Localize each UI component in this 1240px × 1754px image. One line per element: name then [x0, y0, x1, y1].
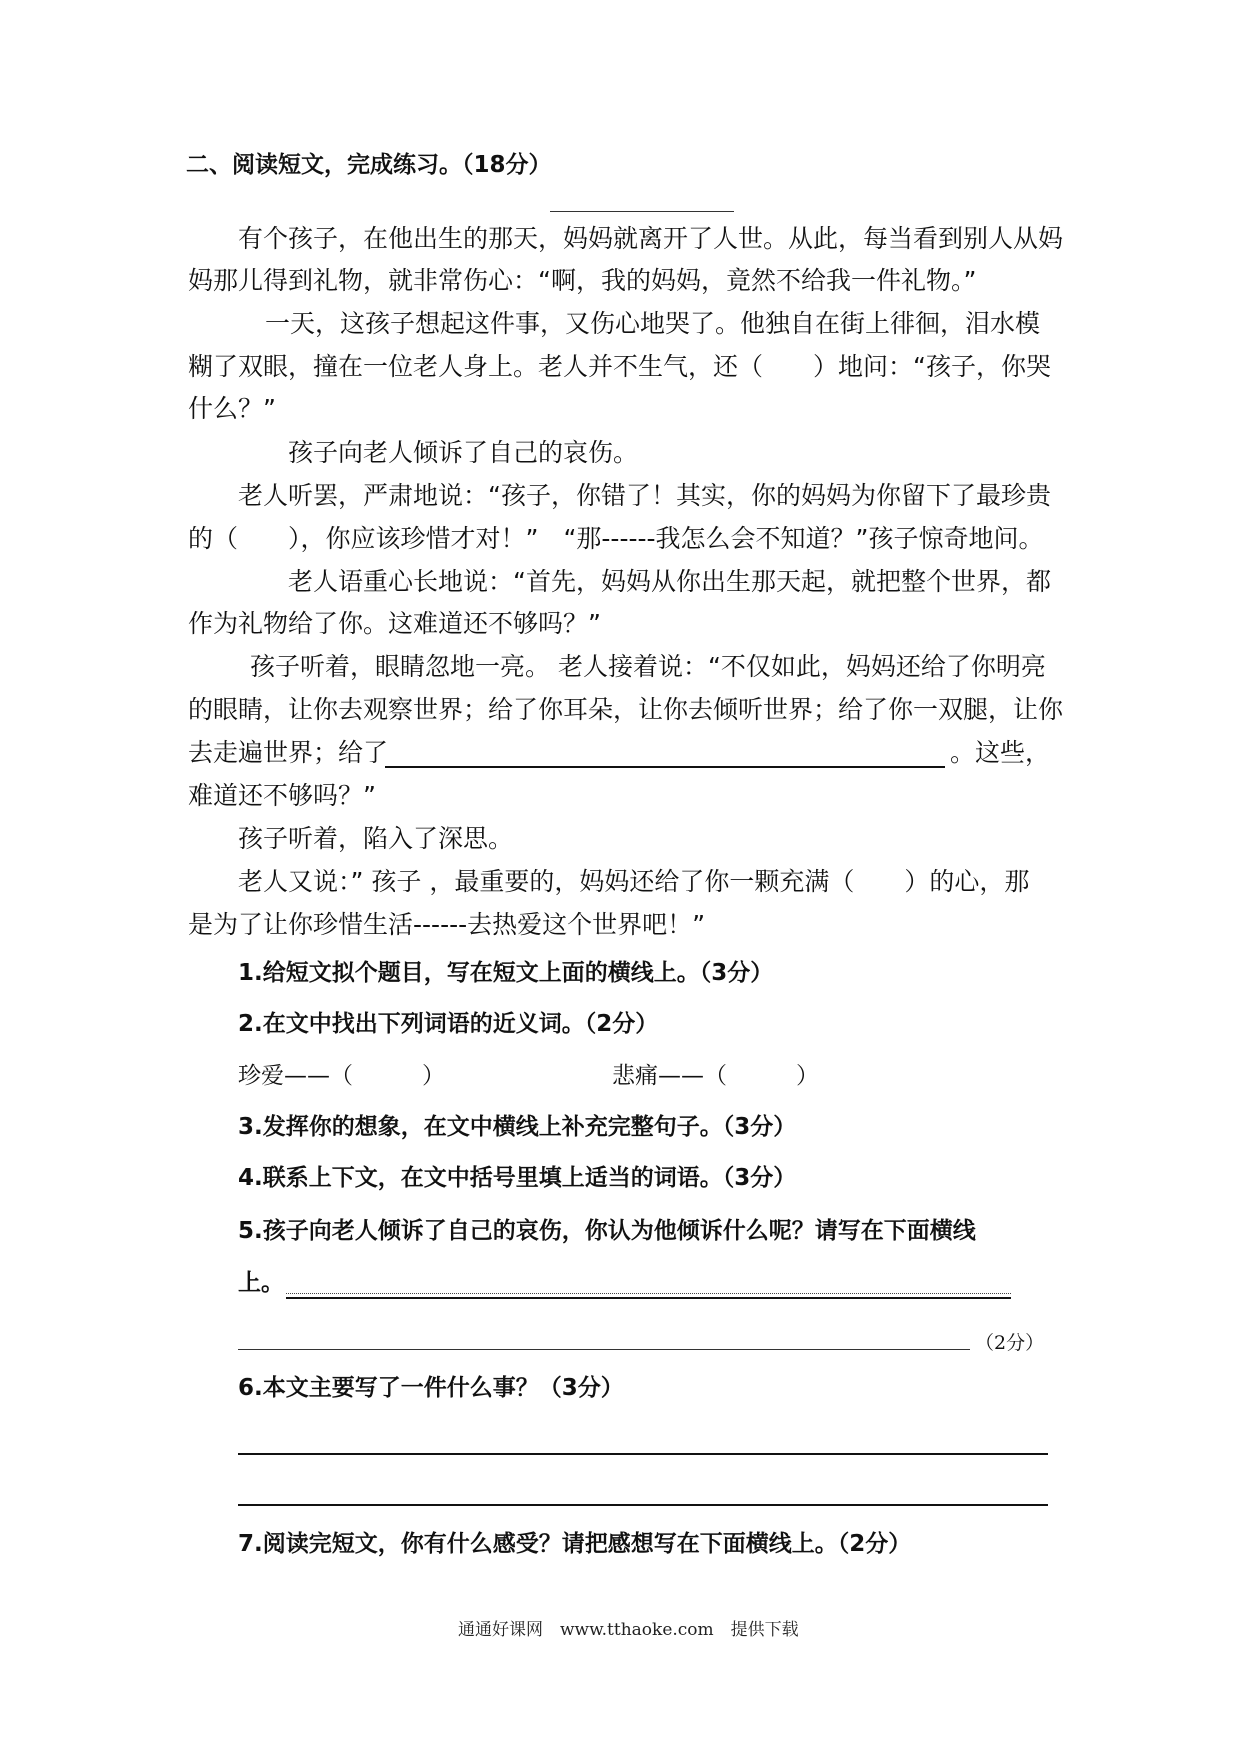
question-3: 3.发挥你的想象，在文中横线上补充完整句子。（3分）	[238, 1114, 797, 1140]
answer-line	[238, 1453, 1048, 1455]
passage-line: 去走遍世界；给了	[188, 738, 389, 767]
passage-line: 老人语重心长地说：“首先，妈妈从你出生那天起，就把整个世界，都	[288, 567, 1051, 596]
score-label: （2分）	[975, 1332, 1045, 1354]
passage-line: 。这些，	[950, 738, 1051, 767]
passage-line: 妈那儿得到礼物，就非常伤心：“啊，我的妈妈，竟然不给我一件礼物。”	[188, 266, 977, 295]
question-7: 7.阅读完短文，你有什么感受？请把感想写在下面横线上。（2分）	[238, 1531, 912, 1557]
passage-line: 老人听罢，严肃地说：“孩子，你错了！其实，你的妈妈为你留下了最珍贵	[238, 481, 1051, 510]
fill-in-blank-line	[385, 766, 945, 768]
passage-line: 糊了双眼，撞在一位老人身上。老人并不生气，还（ ）地问：“孩子，你哭	[188, 352, 1051, 381]
passage-line: 孩子向老人倾诉了自己的哀伤。	[288, 438, 639, 467]
passage-line: 的（ ），你应该珍惜才对！” “那------我怎么会不知道？”孩子惊奇地问。	[188, 524, 1044, 553]
answer-line	[238, 1504, 1048, 1506]
passage-line: 孩子听着，陷入了深思。	[238, 824, 514, 853]
passage-line: 的眼睛，让你去观察世界；给了你耳朵，让你去倾听世界；给了你一双腿，让你	[188, 695, 1064, 724]
synonym-item-2: 悲痛——（ ）	[612, 1063, 819, 1089]
synonym-item-1: 珍爱——（ ）	[238, 1063, 445, 1089]
footer-credit: 通通好课网 www.tthaoke.com 提供下载	[458, 1620, 799, 1640]
passage-line: 老人又说：” 孩子 ，最重要的，妈妈还给了你一颗充满（ ）的心，那	[238, 867, 1030, 896]
answer-line	[286, 1293, 1011, 1294]
question-1: 1.给短文拟个题目，写在短文上面的横线上。（3分）	[238, 960, 774, 986]
question-2: 2.在文中找出下列词语的近义词。（2分）	[238, 1011, 659, 1037]
passage-line: 什么？”	[188, 394, 276, 423]
title-blank-line	[550, 211, 734, 212]
section-title: 二、阅读短文，完成练习。（18分）	[186, 152, 552, 178]
question-5-cont: 上。	[238, 1270, 284, 1296]
passage-line: 孩子听着，眼睛忽地一亮。 老人接着说：“不仅如此，妈妈还给了你明亮	[250, 652, 1046, 681]
question-6: 6.本文主要写了一件什么事？（3分）	[238, 1375, 624, 1401]
question-5: 5.孩子向老人倾诉了自己的哀伤，你认为他倾诉什么呢？请写在下面横线	[238, 1218, 976, 1244]
passage-line: 是为了让你珍惜生活------去热爱这个世界吧！”	[188, 910, 706, 939]
passage-line: 作为礼物给了你。这难道还不够吗？”	[188, 609, 601, 638]
answer-line	[238, 1349, 970, 1350]
passage-line: 一天，这孩子想起这件事，又伤心地哭了。他独自在街上徘徊，泪水模	[265, 309, 1041, 338]
question-4: 4.联系上下文，在文中括号里填上适当的词语。（3分）	[238, 1165, 797, 1191]
answer-line	[286, 1297, 1011, 1299]
passage-line: 有个孩子，在他出生的那天，妈妈就离开了人世。从此，每当看到别人从妈	[238, 224, 1064, 253]
passage-line: 难道还不够吗？”	[188, 781, 376, 810]
